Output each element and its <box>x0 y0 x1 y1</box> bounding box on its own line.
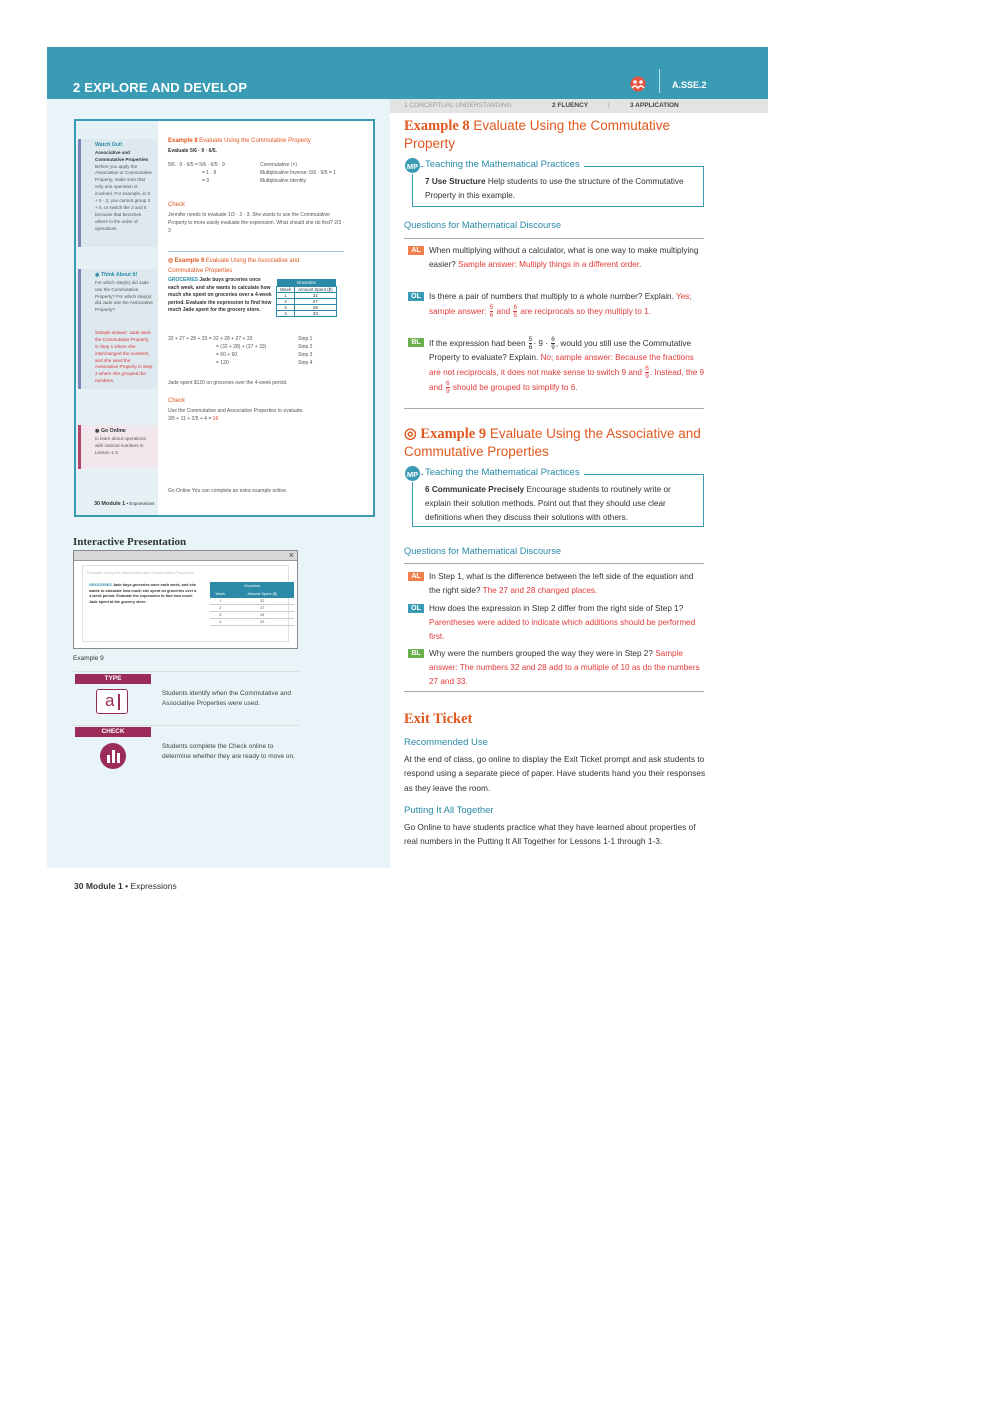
thumb-ex9-check-expr: 3/5 + 11 + 2/5 + 4 = <box>168 415 212 422</box>
thumb-ex9-intro-text: Jade buys groceries once each week, and she wants to calculate how much she spent on groceries over a 4-week period. Evaluate the expression to find how much Jade spent for the grocery store. <box>168 277 272 313</box>
table-cell: 3 <box>277 305 295 311</box>
table-cell: 1 <box>277 293 295 299</box>
thumb-step: Step 1 <box>298 336 313 342</box>
table-cell: 4 <box>210 619 231 626</box>
mp-badge-icon: MP <box>404 465 421 482</box>
question-ol-ex9 <box>404 602 706 644</box>
slide-body: Jade buys groceries once each week, and she wants to calculate how much she spent on groceries over a 4-week period. Evaluate the expression to find how much Jade spent at the grocery store. <box>89 583 197 605</box>
table-cell: 4 <box>277 311 295 317</box>
think-about-it-title: ◉ Think About It! <box>95 272 138 278</box>
question-text: How does the expression in Step 2 differ from the right side of Step 1? <box>429 604 684 613</box>
example-9-heading <box>404 425 706 460</box>
watch-out-body: Before you apply the Associative or Commutative Property, make sure that only one operation is involved. For example, in 3 + 5 · 2, you cannot group 3 + 5, or switch the 3 and 5 because that becomes others to the order of operations. <box>95 163 152 231</box>
table-header: Week <box>210 590 231 598</box>
think-about-it-answer-box <box>78 327 158 389</box>
thumb-go-online-footer: Go Online You can complete an extra example online. <box>168 488 288 494</box>
table-header: Amount Spent ($) <box>231 590 294 598</box>
footer-bullet: • <box>125 881 129 891</box>
section-title: 2 EXPLORE AND DEVELOP <box>73 80 248 95</box>
thumb-ex8-reason: Commutative (×) <box>260 162 298 168</box>
recommended-use-text: At the end of class, go online to display the Exit Ticket prompt and ask students to respond using a separate piece of paper. Have students hand you their responses as they leave the room. <box>404 754 706 793</box>
thumb-ex9-intro <box>168 277 272 315</box>
mp-text: 6 Communicate Precisely Encourage students to routinely write or explain their solution methods. Point out that they should use clear definitions when they discuss their solutions with others. <box>425 485 671 522</box>
question-text: Why were the numbers grouped the way they were in Step 2? <box>429 649 653 658</box>
level-badge-ol: OL <box>408 292 424 301</box>
check-tab: CHECK <box>75 727 151 737</box>
thumb-ex8-line: 5/6 · 9 · 6/5 = 5/6 · 6/5 · 9 <box>168 162 225 168</box>
question-bl-ex8 <box>404 336 706 395</box>
mp-box-ex8 <box>412 159 704 207</box>
thumb-ex9-check-label: Check <box>168 398 186 404</box>
interactive-presentation-title: Interactive Presentation <box>73 536 187 548</box>
question-answer: Sample answer: The numbers 32 and 28 add to a multiple of 10 as do the numbers 27 and 33. <box>429 649 700 686</box>
type-description: Students identify when the Commutative and Associative Properties were used. <box>162 690 291 708</box>
thumb-ex9-icon: ◎ <box>168 258 174 264</box>
check-bar-chart-icon[interactable] <box>100 743 126 769</box>
example-9-label: Example 9 <box>420 426 487 442</box>
student-page-thumbnail <box>74 119 375 517</box>
level-badge-ol: OL <box>408 604 424 613</box>
banner-separator <box>659 69 660 93</box>
thumb-ex9-line: 32 + 27 + 28 + 33 = 32 + 28 + 27 + 33 <box>168 336 253 342</box>
table-header: Amount Spent ($) <box>295 287 336 293</box>
thumb-ex9-work <box>168 335 298 367</box>
table-cell: 28 <box>231 612 294 619</box>
presentation-caption: Example 9 <box>73 655 104 662</box>
question-answer: Parentheses were added to indicate which additions should be performed first. <box>429 618 696 641</box>
watch-out-title: Watch Out! <box>95 142 123 148</box>
rigor-application: 3 APPLICATION <box>630 102 679 109</box>
thumb-ex9-title: Evaluate Using the Associative and Commutative Properties <box>168 258 300 274</box>
question-bl-ex9 <box>404 647 706 689</box>
level-badge-al: AL <box>408 246 424 255</box>
thumb-ex8-line: = 9 <box>202 178 210 184</box>
divider <box>404 408 704 409</box>
thumb-ex8-work <box>168 161 258 185</box>
watch-out-box <box>78 139 158 247</box>
rigor-conceptual: 1 CONCEPTUAL UNDERSTANDING <box>404 102 512 109</box>
mp-badge-icon: MP <box>404 157 421 174</box>
discourse-heading-ex8: Questions for Mathematical Discourse <box>404 220 562 230</box>
type-icon[interactable]: a <box>96 689 128 714</box>
slide-label: GROCERIES <box>89 583 112 587</box>
watch-out-heading: Associative and Commutative Properties <box>95 149 149 162</box>
table-title: Groceries <box>277 279 337 287</box>
module-name: Module 1 <box>85 881 123 891</box>
table-cell: 27 <box>231 605 294 612</box>
question-answer: Yes; sample answer: $\frac{5}{6}$ and $\frac{6}{5}$ are reciprocals so they multiply to 1. <box>429 292 692 319</box>
thumb-ex9-check-text: Use the Commutative and Associative Properties to evaluate. <box>168 407 304 414</box>
think-about-it-box <box>78 269 158 327</box>
divider <box>73 671 299 672</box>
table-cell: 33 <box>231 619 294 626</box>
page-footer <box>74 881 177 891</box>
example-8-title: Evaluate Using the Commutative Property <box>404 118 671 151</box>
putting-together-text: Go Online to have students practice what they have learned about properties of real numbers in the Putting It All Together for Lessons 1-1 through 1-3. <box>404 822 696 847</box>
thumb-example-8 <box>168 137 346 155</box>
go-online-title: ◉ Go Online <box>95 428 126 434</box>
recommended-use-title: Recommended Use <box>404 737 488 748</box>
divider <box>73 725 299 726</box>
example-8-label: Example 8 <box>404 118 470 134</box>
thumb-ex9-steps <box>298 335 328 367</box>
thumb-ex8-reason: Multiplicative Identity <box>260 178 307 184</box>
thumb-ex9-intro-label: GROCERIES <box>168 277 199 283</box>
slide-text <box>89 583 199 606</box>
table-cell: 3 <box>210 612 231 619</box>
table-cell: 32 <box>231 598 294 605</box>
question-al-ex8 <box>404 244 706 272</box>
thumb-ex8-check-label: Check <box>168 202 186 208</box>
thumb-ex9-conclusion: Jade spent $120 on groceries over the 4-week period. <box>168 380 288 386</box>
thumb-ex8-reasons <box>260 161 350 185</box>
mp-title: Teaching the Mathematical Practices <box>423 159 584 170</box>
check-description: Students complete the Check online to determine whether they are ready to move on. <box>162 743 295 761</box>
thumb-ex8-line: = 1 · 9 <box>202 170 217 176</box>
example-8-heading <box>404 117 706 152</box>
thumb-example-9 <box>168 257 318 276</box>
thumb-page-footer: 30 Module 1 • Expressions <box>94 501 155 507</box>
discourse-heading-ex9: Questions for Mathematical Discourse <box>404 546 562 556</box>
divider <box>404 563 704 564</box>
thumb-step: Step 3 <box>298 352 313 358</box>
level-badge-al: AL <box>408 572 424 581</box>
thumb-ex9-check-answer: 16 <box>212 415 219 422</box>
table-title: Groceries <box>210 582 294 590</box>
window-titlebar <box>74 551 297 561</box>
close-icon[interactable]: × <box>288 550 294 560</box>
rigor-bar <box>390 99 768 113</box>
question-text: If the expression had been $\frac{5}{6}$ · 9 · $\frac{6}{9}$ , would you still use the Commutative Property to evaluate? Explain. <box>429 336 692 362</box>
level-badge-bl: BL <box>408 649 424 658</box>
question-text: When multiplying without a calculator, what is one way to make multiplying easier? <box>429 246 699 269</box>
page-number: 30 <box>74 881 84 891</box>
thumb-ex9-line: = (32 + 28) + (27 + 33) <box>216 344 267 350</box>
table-cell: 32 <box>295 293 336 299</box>
group-work-icon <box>629 76 647 92</box>
thumb-groceries-table <box>276 279 337 317</box>
thumb-ex9-check <box>168 397 346 423</box>
table-header: Week <box>277 287 295 293</box>
divider <box>404 238 704 239</box>
exit-ticket-title: Exit Ticket <box>404 711 473 727</box>
thumb-ex8-title: Evaluate Using the Commutative Property <box>199 138 311 144</box>
mp-text: 7 Use Structure Help students to use the structure of the Commutative Property in this example. <box>425 177 684 200</box>
presentation-slide <box>82 565 289 642</box>
thumb-ex9-label: Example 9 <box>174 258 205 264</box>
slide-subtitle: Evaluate Using the Associative and Commutative Properties <box>87 570 194 575</box>
thumb-divider <box>168 251 344 252</box>
table-cell: 2 <box>210 605 231 612</box>
table-cell: 33 <box>295 311 336 317</box>
thumb-ex9-line: = 120 <box>216 360 229 366</box>
table-cell: 2 <box>277 299 295 305</box>
slide-groceries-table <box>210 582 294 626</box>
think-about-it-answer: Sample answer: Jade used the Commutative Property in Step 1 where she interchanged the numbers, and she used the Associative Property in Step 2 where she grouped the numbers. <box>95 330 153 384</box>
type-tab: TYPE <box>75 674 151 684</box>
think-about-it-question: For which step(s) did Jade use the Commutative Property? For which step(s) did Jade use the Associative Property? <box>95 279 153 313</box>
rigor-separator: | <box>608 102 610 109</box>
thumb-step: Step 4 <box>298 360 313 366</box>
thumb-ex8-label: Example 8 <box>168 138 198 144</box>
putting-together-title: Putting It All Together <box>404 805 494 816</box>
rigor-fluency: 2 FLUENCY <box>552 102 589 109</box>
thumb-ex8-check <box>168 201 346 235</box>
question-answer: No; sample answer: Because the fractions are not reciprocals, it does not make sense to switch 9 and $\frac{6}{9}$ . Instead, the 9 and $\frac{6}{9}$ should be grouped to simplify to 6. <box>429 353 705 395</box>
thumb-step: Step 2 <box>298 344 313 350</box>
thumb-ex8-evaluate: Evaluate 5/6 · 9 · 6/5. <box>168 147 217 154</box>
globe-icon: ◎ <box>404 426 417 442</box>
question-text: In Step 1, what is the difference between the left side of the equation and the right side? <box>429 572 694 595</box>
question-ol-ex8 <box>404 290 706 319</box>
go-online-box <box>78 425 158 469</box>
table-cell: 27 <box>295 299 336 305</box>
interactive-presentation-window[interactable] <box>73 550 298 649</box>
thumb-ex8-check-text: Jennifer needs to evaluate 1/2 · 2 · 3. She wants to use the Commutative Property to more easily evaluate the expression. What should she do first? 2/3 · 3 <box>168 211 345 234</box>
divider <box>404 691 704 692</box>
question-al-ex9 <box>404 570 706 598</box>
section-banner <box>47 47 768 99</box>
question-answer: The 27 and 28 changed places. <box>482 586 598 595</box>
thumb-ex8-reason: Multiplicative Inverse: 5/6 · 6/5 = 1 <box>260 170 337 176</box>
standard-code: A.SSE.2 <box>672 80 707 90</box>
example-9-title: Evaluate Using the Associative and Commutative Properties <box>404 426 701 459</box>
go-online-body: to learn about operations with rational numbers in Lesson 1-3. <box>95 435 146 455</box>
module-subject: Expressions <box>130 881 177 891</box>
question-text: Is there a pair of numbers that multiply to a whole number? Explain. <box>429 292 674 301</box>
thumb-ex9-line: = 60 + 60 <box>216 352 238 358</box>
table-cell: 28 <box>295 305 336 311</box>
table-cell: 1 <box>210 598 231 605</box>
question-answer: Sample answer: Multiply things in a different order. <box>458 260 642 269</box>
level-badge-bl: BL <box>408 338 424 347</box>
mp-title: Teaching the Mathematical Practices <box>423 467 584 478</box>
